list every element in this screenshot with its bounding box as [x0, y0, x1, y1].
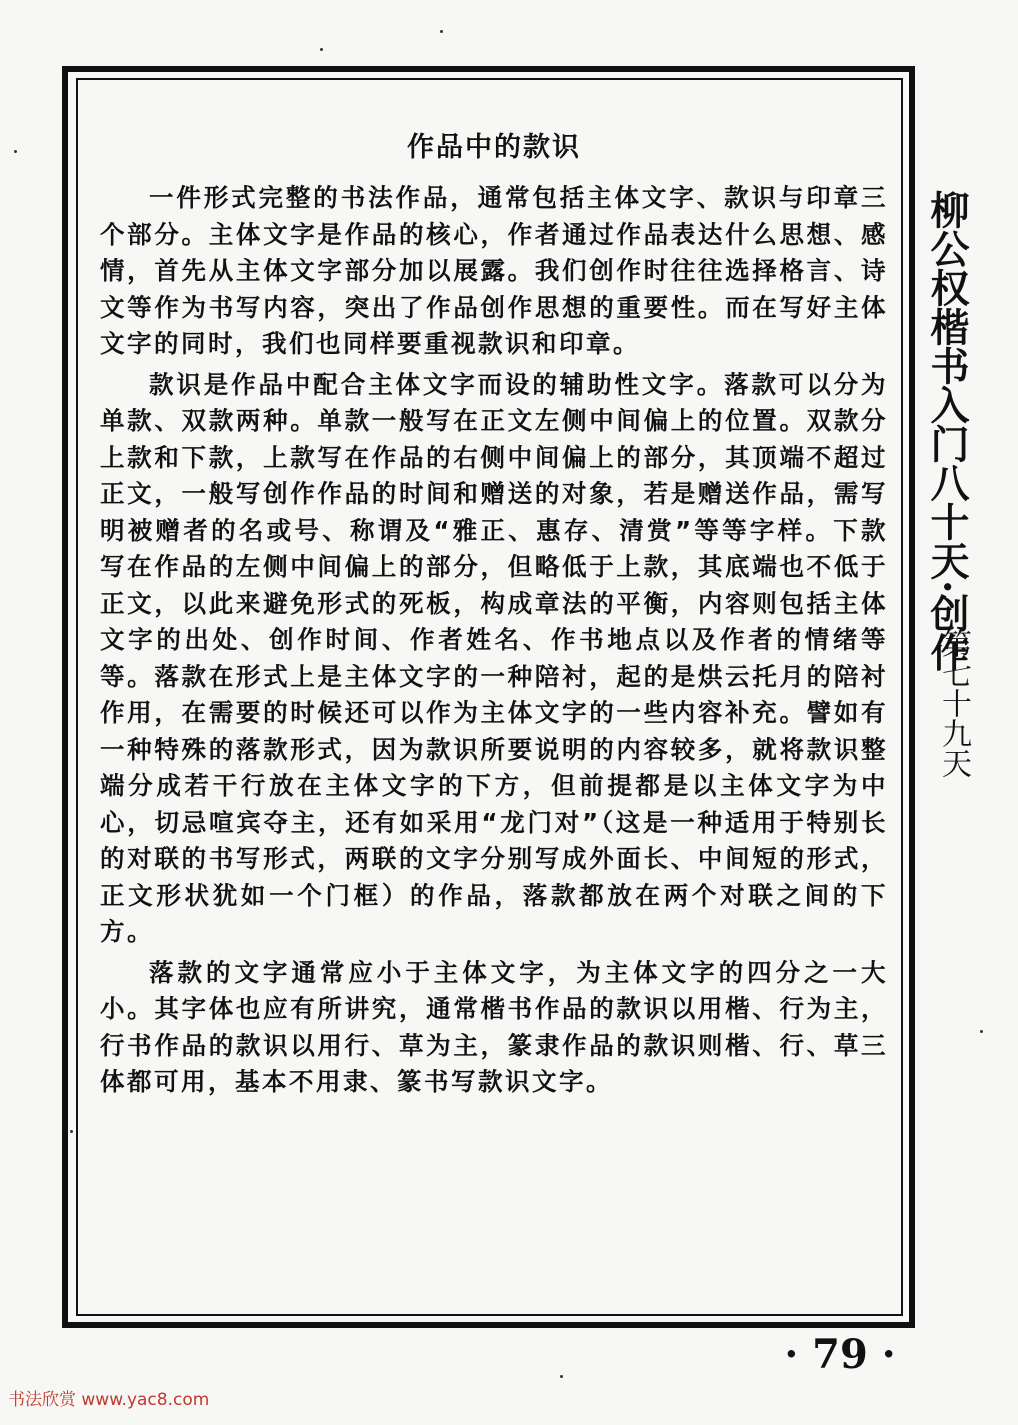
site-watermark: 书法欣赏 www.yac8.com	[8, 1390, 210, 1410]
article	[100, 128, 888, 1101]
paragraph-size-and-script: 落款的文字通常应小于主体文字，为主体文字的四分之一大小。其字体也应有所讲究，通常楷书作品的款识以用楷、行为主，行书作品的款识以用行、草为主，篆隶作品的款识则楷、行、草三体都可用，基本不用隶、篆书写款识文字。	[100, 957, 888, 1096]
book-title-vertical: 柳公权楷书入门八十天·创作	[924, 190, 970, 672]
print-speck	[320, 48, 323, 51]
page-number: · 79 ·	[784, 1331, 896, 1378]
print-speck	[440, 30, 443, 33]
print-speck	[980, 1030, 983, 1033]
print-speck	[560, 1375, 563, 1378]
print-speck	[14, 150, 17, 153]
article-title: 作品中的款识	[407, 132, 581, 163]
print-speck	[70, 1130, 73, 1133]
day-label-vertical: 第七十九天	[936, 628, 971, 778]
paragraph-intro: 一件形式完整的书法作品，通常包括主体文字、款识与印章三个部分。主体文字是作品的核心，作者通过作品表达什么思想、感情，首先从主体文字部分加以展露。我们创作时往往选择格言、诗文等作为书写内容，突出了作品创作思想的重要性。而在写好主体文字的同时，我们也同样要重视款识和印章。	[100, 183, 888, 358]
paragraph-inscription: 款识是作品中配合主体文字而设的辅助性文字。落款可以分为单款、双款两种。单款一般写在正文左侧中间偏上的位置。双款分上款和下款，上款写在作品的右侧中间偏上的部分，其顶端不超过正文，一般写创作作品的时间和赠送的对象，若是赠送作品，需写明被赠者的名或号、称谓及“雅正、惠存、清赏”等等字样。下款写在作品的左侧中间偏上的部分，但略低于上款，其底端也不低于正文，以此来避免形式的死板，构成章法的平衡，内容则包括主体文字的出处、创作时间、作者姓名、作书地点以及作者的情绪等等。落款在形式上是主体文字的一种陪衬，起的是烘云托月的陪衬作用，在需要的时候还可以作为主体文字的一些内容补充。譬如有一种特殊的落款形式，因为款识所要说明的内容较多，就将款识整端分成若干行放在主体文字的下方，但前提都是以主体文字为中心，切忌喧宾夺主，还有如采用“龙门对”（这是一种适用于特别长的对联的书写形式，两联的文字分别写成外面长、中间短的形式，正文形状犹如一个门框）的作品，落款都放在两个对联之间的下方。	[100, 369, 888, 946]
